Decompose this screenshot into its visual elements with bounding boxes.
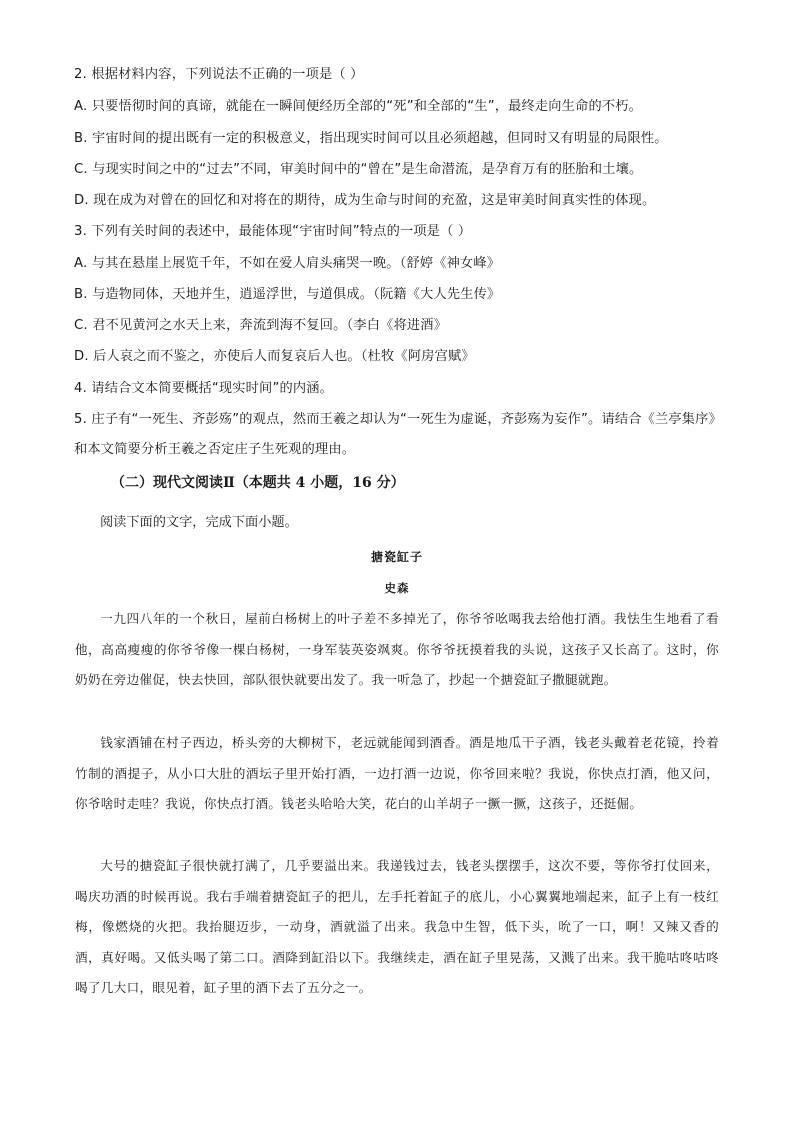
question-3-option-b: B. 与造物同体，天地并生，逍遥浮世，与道俱成。（阮籍《大人先生传》 [74, 287, 501, 302]
question-4: 4. 请结合文本简要概括“现实时间”的内涵。 [74, 381, 334, 396]
story-title: 搪瓷缸子 [370, 550, 423, 564]
question-2-option-b: B. 宇宙时间的提出既有一定的积极意义，指出现实时间可以且必须超越，但同时又有明显的局限性。 [74, 131, 668, 146]
question-5: 5. 庄子有“一死生、齐彭殇”的观点，然而王羲之却认为“一死生为虚诞，齐彭殇为妄作”。请结合《兰亭集序》和本文简要分析王羲之否定庄子生死观的理由。 [74, 412, 722, 457]
story-paragraph-3: 大号的搪瓷缸子很快就打满了，几乎要溢出来。我递钱过去，钱老头摆摆手，这次不要，等你爷打仗回来，喝庆功酒的时候再说。我右手端着搪瓷缸子的把儿，左手托着缸子的底儿，小心翼翼地端起来，缸子上有一枝红梅，像燃烧的火把。我抬腿迈步，一动身，酒就溢了出来。我急中生智，低下头，吮了一口，啊！又辣又香的酒，真好喝。又低头喝了第二口。酒降到缸沿以下。我继续走，酒在缸子里晃荡，又溅了出来。我干脆咕咚咕咚喝了几大口，眼见着，缸子里的酒下去了五分之一。 [75, 858, 719, 995]
section-heading: （二）现代文阅读Ⅱ（本题共 4 小题，16 分） [111, 475, 405, 491]
question-2: 2. 根据材料内容，下列说法不正确的一项是（ ） [74, 67, 364, 82]
question-3: 3. 下列有关时间的表述中，最能体现“宇宙时间”特点的一项是（ ） [74, 224, 472, 239]
story-paragraph-1: 一九四八年的一个秋日，屋前白杨树上的叶子差不多掉光了，你爷爷吆喝我去给他打酒。我怯生生地看了看他，高高瘦瘦的你爷爷像一棵白杨树，一身军装英姿飒爽。你爷爷抚摸着我的头说，这孩子又长高了。这时，你奶奶在旁边催促，快去快回，部队很快就要出发了。我一听急了，抄起一个搪瓷缸子撒腿就跑。 [75, 611, 719, 687]
question-2-option-d: D. 现在成为对曾在的回忆和对将在的期待，成为生命与时间的充盈，这是审美时间真实性的体现。 [74, 193, 656, 208]
question-2-option-c: C. 与现实时间之中的“过去”不同，审美时间中的“曾在”是生命潜流，是孕育万有的胚胎和土壤。 [74, 162, 643, 177]
story-author: 史森 [384, 581, 410, 595]
question-3-option-d: D. 后人哀之而不鉴之，亦使后人而复哀后人也。（杜牧《阿房宫赋》 [74, 349, 475, 364]
question-2-option-a: A. 只要悟彻时间的真谛，就能在一瞬间便经历全部的“死”和全部的“生”，最终走向生命的不朽。 [74, 99, 643, 114]
question-3-option-a: A. 与其在悬崖上展览千年，不如在爱人肩头痛哭一晚。（舒婷《神女峰》 [74, 256, 501, 271]
question-3-option-c: C. 君不见黄河之水天上来，奔流到海不复回。（李白《将进酒》 [74, 318, 448, 333]
story-paragraph-2: 钱家酒铺在村子西边，桥头旁的大柳树下，老远就能闻到酒香。酒是地瓜干子酒，钱老头戴着老花镜，拎着竹制的酒提子，从小口大肚的酒坛子里开始打酒，一边打酒一边说，你爷回来啦？我说，你快点打酒，他又问，你爷啥时走哇？我说，你快点打酒。钱老头哈哈大笑，花白的山羊胡子一撅一撅，这孩子，还挺倔。 [75, 735, 719, 811]
reading-instruction: 阅读下面的文字，完成下面小题。 [100, 515, 298, 530]
